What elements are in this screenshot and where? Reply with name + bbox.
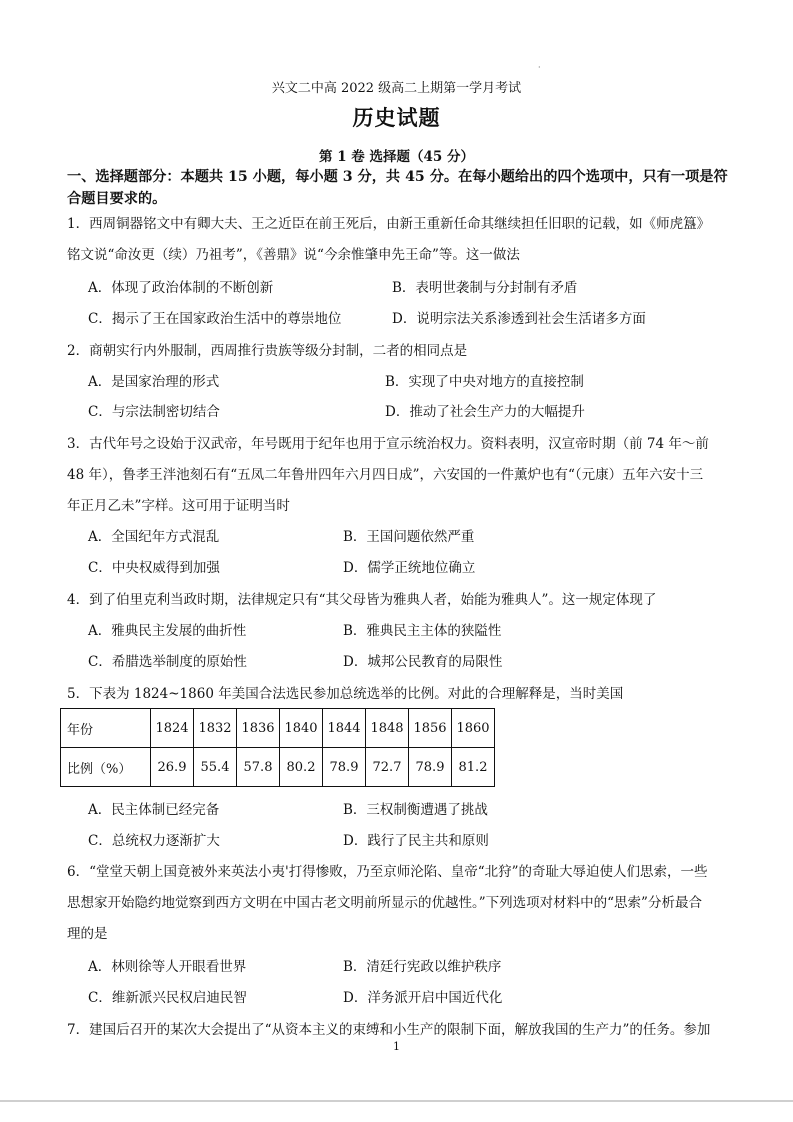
question-text: 5．下表为 1824~1860 年美国合法选民参加总统选举的比例。对此的合理解释是，当时美国 <box>67 686 624 702</box>
option-c: C．揭示了王在国家政治生活中的尊崇地位 <box>88 311 342 327</box>
option-c: C．总统权力逐渐扩大 <box>88 833 220 849</box>
option-d: D．儒学正统地位确立 <box>343 560 476 576</box>
option-a: A．体现了政治体制的不断创新 <box>88 280 274 296</box>
option-b: B．表明世袭制与分封制有矛盾 <box>392 280 578 296</box>
question-text: 理的是 <box>67 926 108 942</box>
option-a: A．民主体制已经完备 <box>88 802 220 818</box>
option-d: D．说明宗法关系渗透到社会生活诸多方面 <box>392 311 646 327</box>
option-d: D．践行了民主共和原则 <box>343 833 489 849</box>
voter-turnout-table <box>60 708 495 787</box>
option-b: B．清廷行宪政以维护秩序 <box>343 959 502 975</box>
question-text: 铭文说“命汝更（续）乃祖考”，《善鼎》说“今余惟肇申先王命”等。这一做法 <box>67 247 520 263</box>
option-c: C．与宗法制密切结合 <box>88 404 220 420</box>
table-cell: 1856 <box>409 709 452 748</box>
table-cell: 57.8 <box>237 748 280 787</box>
table-row <box>61 748 495 787</box>
exam-subtitle: 兴文二中高 2022 级高二上期第一学月考试 <box>271 81 522 96</box>
option-a: A．全国纪年方式混乱 <box>88 529 220 545</box>
option-b: B．实现了中央对地方的直接控制 <box>385 374 584 390</box>
question-text: 4．到了伯里克利当政时期，法律规定只有“其父母皆为雅典人者，始能为雅典人”。这一规定体现了 <box>67 592 657 608</box>
option-d: D．洋务派开启中国近代化 <box>343 990 503 1006</box>
option-a: A．是国家治理的形式 <box>88 374 220 390</box>
section-instructions: 一、选择题部分：本题共 15 小题，每小题 3 分，共 45 分。在每小题给出的四个选项中，只有一项是符合题目要求的。 <box>67 169 728 207</box>
table-cell: 80.2 <box>280 748 323 787</box>
option-b: B．三权制衡遭遇了挑战 <box>343 802 488 818</box>
option-c: C．希腊选举制度的原始性 <box>88 654 247 670</box>
table-cell: 1832 <box>194 709 237 748</box>
question-text: 3．古代年号之设始于汉武帝，年号既用于纪年也用于宣示统治权力。资料表明，汉宣帝时期（前 74 年～前 <box>67 436 709 452</box>
table-cell: 1860 <box>452 709 495 748</box>
table-cell: 1844 <box>323 709 366 748</box>
page-dot: · <box>538 63 541 72</box>
question-text: 6．“堂堂天朝上国竟被外来英法小夷'打得惨败，乃至京师沦陷、皇帝“北狩”的奇耻大辱迫使人们思索，一些 <box>67 864 708 880</box>
question-text: 1．西周铜器铭文中有卿大夫、王之近臣在前王死后，由新王重新任命其继续担任旧职的记载，如《师虎簋》 <box>67 216 711 232</box>
question-text: 思想家开始隐约地觉察到西方文明在中国古老文明前所显示的优越性。”下列选项对材料中的“思索”分析最合 <box>67 895 702 911</box>
question-text: 7．建国后召开的某次大会提出了“从资本主义的束缚和小生产的限制下面，解放我国的生产力”的任务。参加 <box>67 1022 711 1038</box>
page-title: 历史试题 <box>352 105 441 130</box>
option-d: D．城邦公民教育的局限性 <box>343 654 503 670</box>
table-cell: 1840 <box>280 709 323 748</box>
section-heading: 第 1 卷 选择题（45 分） <box>319 149 474 165</box>
option-a: A．雅典民主发展的曲折性 <box>88 623 247 639</box>
table-cell: 72.7 <box>366 748 409 787</box>
option-b: B．王国问题依然严重 <box>343 529 475 545</box>
option-d: D．推动了社会生产力的大幅提升 <box>385 404 585 420</box>
option-a: A．林则徐等人开眼看世界 <box>88 959 247 975</box>
table-cell: 1848 <box>366 709 409 748</box>
option-c: C．维新派兴民权启迪民智 <box>88 990 247 1006</box>
option-b: B．雅典民主主体的狭隘性 <box>343 623 502 639</box>
table-cell: 78.9 <box>409 748 452 787</box>
table-cell: 1824 <box>151 709 194 748</box>
table-cell: 81.2 <box>452 748 495 787</box>
table-row <box>61 709 495 748</box>
table-cell: 78.9 <box>323 748 366 787</box>
page-number: 1 <box>393 1040 400 1053</box>
option-c: C．中央权威得到加强 <box>88 560 220 576</box>
question-text: 年正月乙未”字样。这可用于证明当时 <box>67 498 290 514</box>
table-cell: 26.9 <box>151 748 194 787</box>
question-text: 2．商朝实行内外服制，西周推行贵族等级分封制，二者的相同点是 <box>67 343 468 359</box>
table-row-header: 年份 <box>61 709 151 748</box>
page-bottom-divider <box>0 1100 793 1102</box>
question-text: 48 年），鲁孝王泮池刻石有“五凤二年鲁卅四年六月四日成”，六安国的一件薰炉也有“（元康）五年六安十三 <box>67 467 704 483</box>
table-cell: 55.4 <box>194 748 237 787</box>
table-row-header: 比例（%） <box>61 748 151 787</box>
table-cell: 1836 <box>237 709 280 748</box>
